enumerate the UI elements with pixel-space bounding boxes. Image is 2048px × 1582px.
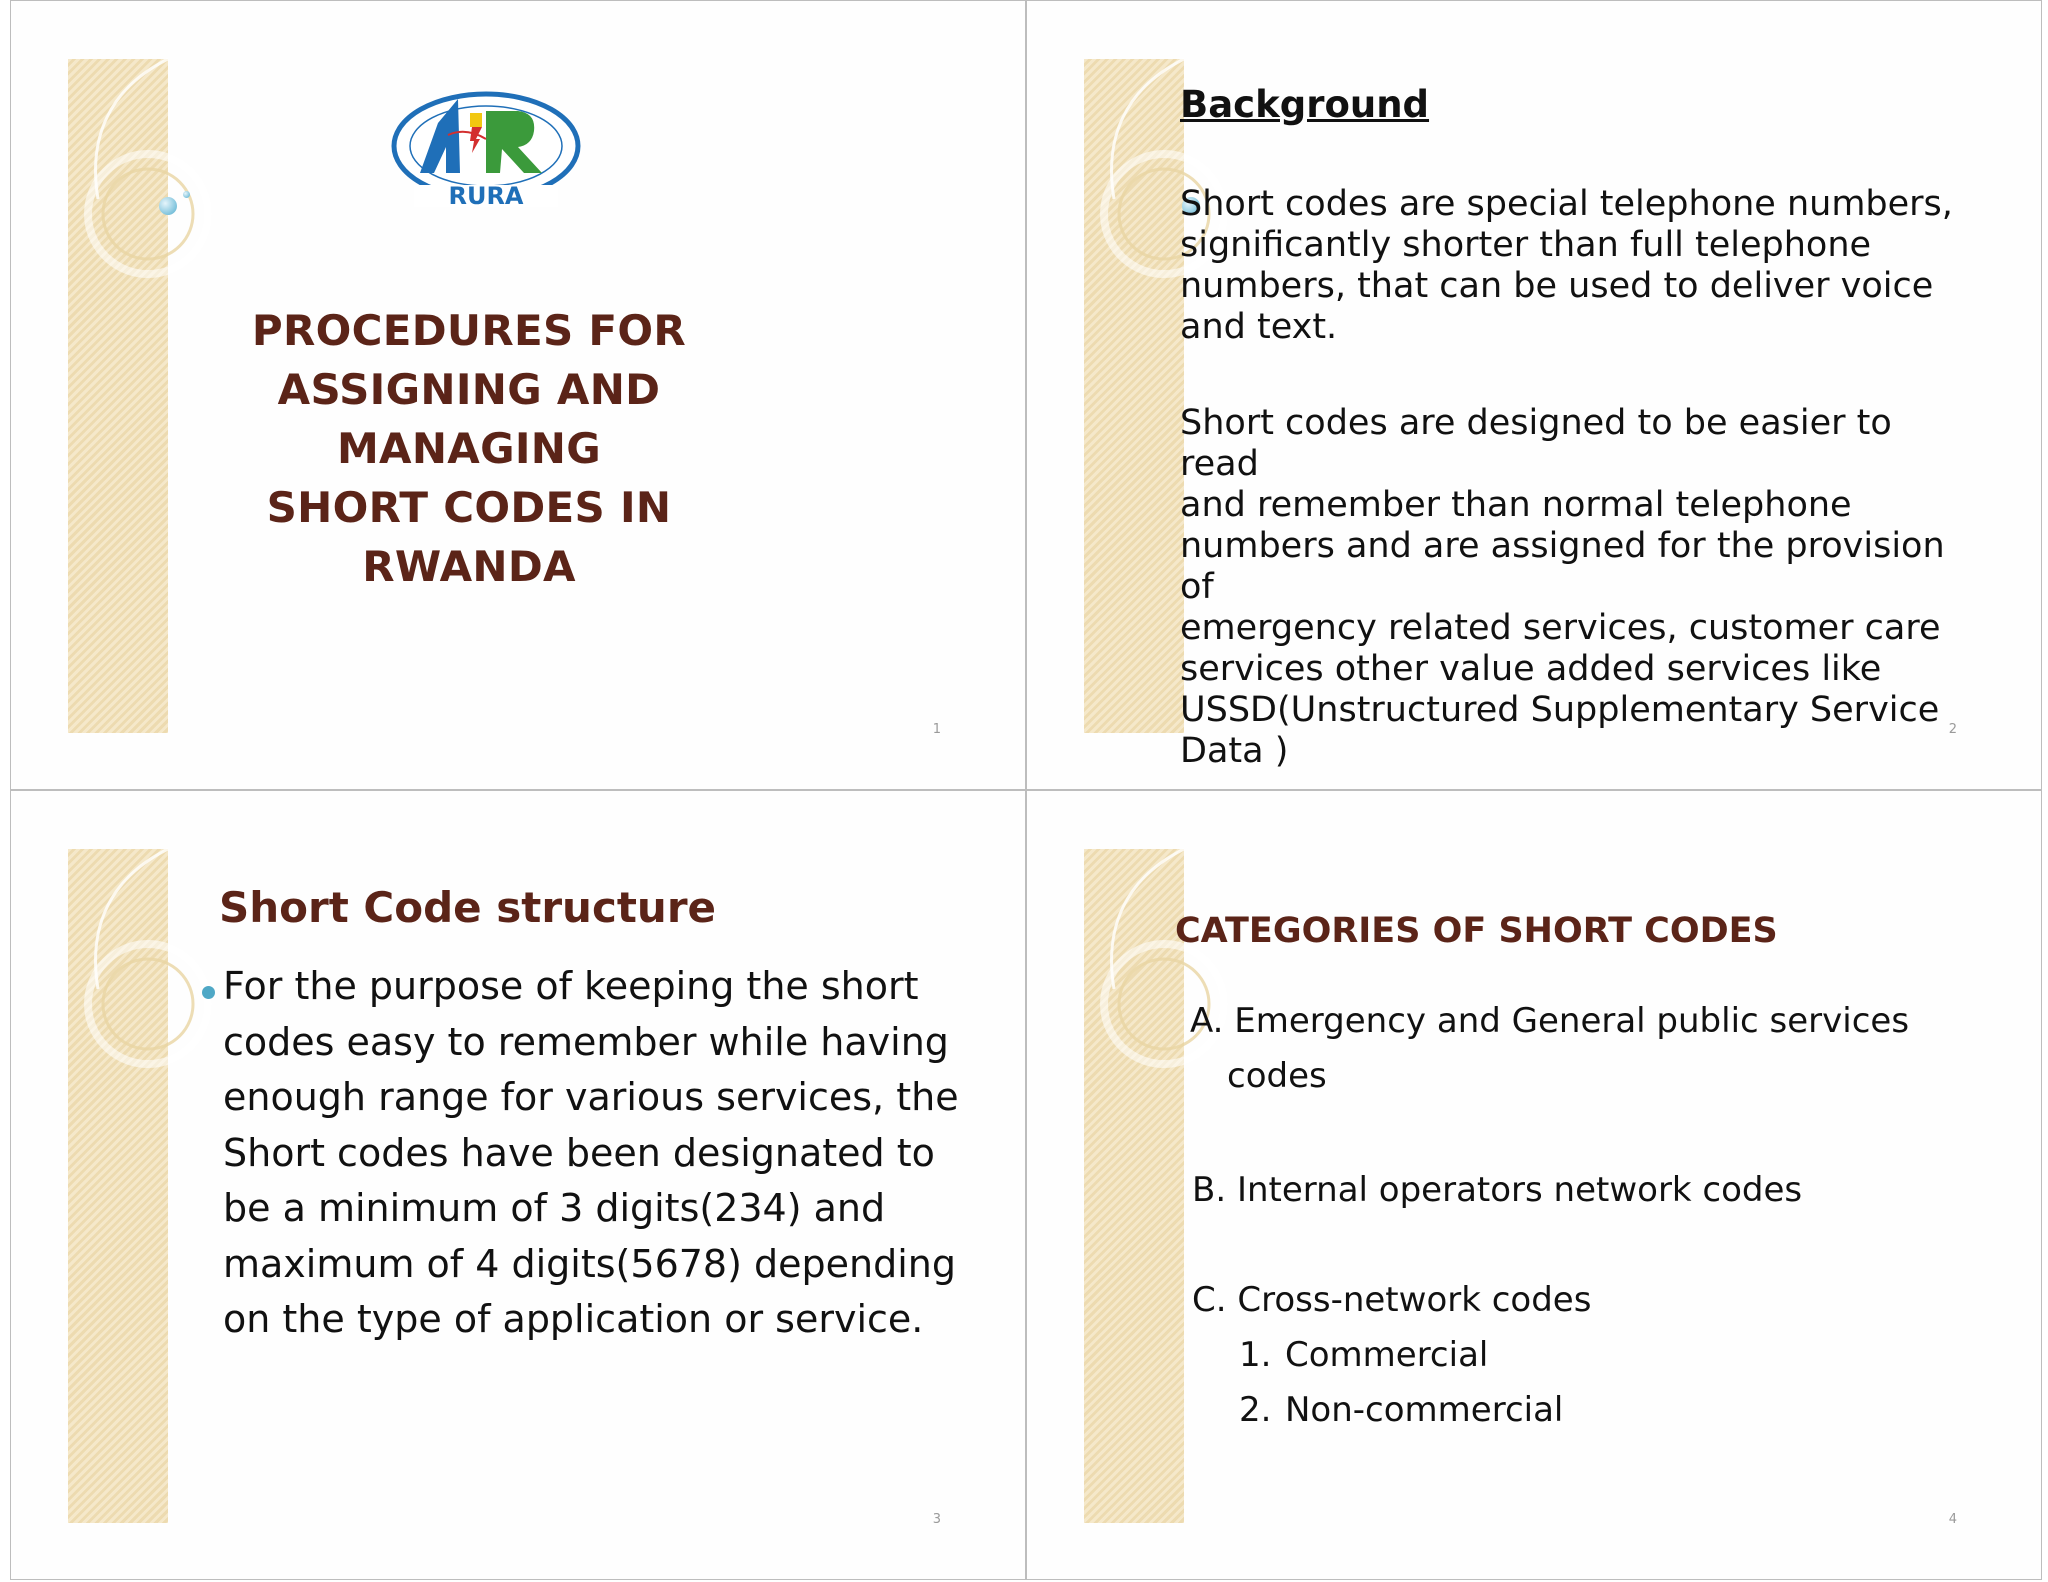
list-item-text: codes bbox=[1227, 1056, 1327, 1096]
text-line: services other value added services like bbox=[1180, 649, 1882, 689]
list-item-text: Internal operators network codes bbox=[1236, 1170, 1803, 1210]
list-marker: 1. bbox=[1239, 1335, 1272, 1375]
slide-2 bbox=[1026, 0, 2042, 790]
decorative-swirl-icon bbox=[1084, 59, 1194, 319]
list-item-text: Commercial bbox=[1285, 1335, 1489, 1375]
text-line: Short codes have been designated to bbox=[223, 1130, 935, 1175]
text-line: maximum of 4 digits(5678) depending bbox=[223, 1241, 956, 1286]
page-number: 1 bbox=[932, 722, 941, 737]
decorative-swirl-icon bbox=[1084, 849, 1194, 1109]
bullet-icon bbox=[202, 986, 215, 999]
bullet-text bbox=[223, 959, 983, 1348]
paragraph bbox=[1180, 184, 1980, 348]
title-line: SHORT CODES IN RWANDA bbox=[266, 483, 672, 591]
paragraph bbox=[1180, 403, 1980, 772]
text-line: numbers, that can be used to deliver voice bbox=[1180, 266, 1934, 306]
text-line: significantly shorter than full telephone bbox=[1180, 225, 1872, 265]
text-line: and text. bbox=[1180, 307, 1338, 347]
list-item bbox=[1192, 1163, 1802, 1218]
text-line: on the type of application or service. bbox=[223, 1297, 924, 1341]
text-line: be a minimum of 3 digits(234) and bbox=[223, 1186, 886, 1230]
text-line: Data ) bbox=[1180, 731, 1289, 771]
slide-heading: Background bbox=[1180, 83, 1430, 126]
text-line: codes easy to remember while having bbox=[223, 1019, 949, 1064]
text-line: Short codes are designed to be easier to read bbox=[1180, 403, 1892, 484]
list-marker: 2. bbox=[1239, 1390, 1272, 1430]
slide-heading: Short Code structure bbox=[219, 883, 717, 932]
list-item-text: Cross-network codes bbox=[1237, 1280, 1592, 1320]
slide-3 bbox=[10, 790, 1026, 1580]
list-item-text: Emergency and General public services bbox=[1234, 1001, 1910, 1041]
text-line: For the purpose of keeping the short bbox=[223, 964, 919, 1008]
slide-4 bbox=[1026, 790, 2042, 1580]
list-item-text: Non-commercial bbox=[1285, 1390, 1564, 1430]
rura-logo bbox=[386, 91, 586, 211]
decorative-swirl-icon bbox=[68, 59, 178, 319]
list-marker: B. bbox=[1192, 1170, 1227, 1210]
text-line: emergency related services, customer care bbox=[1180, 608, 1941, 648]
page-number: 4 bbox=[1948, 1512, 1957, 1527]
text-line: and remember than normal telephone bbox=[1180, 485, 1852, 525]
small-bubble-icon bbox=[183, 191, 190, 198]
text-line: enough range for various services, the bbox=[223, 1075, 959, 1119]
bubble-icon bbox=[159, 197, 177, 215]
slide-heading: CATEGORIES OF SHORT CODES bbox=[1175, 911, 1778, 951]
list-marker: C. bbox=[1192, 1280, 1227, 1320]
page-number: 2 bbox=[1948, 722, 1957, 737]
title-line: PROCEDURES FOR bbox=[251, 306, 687, 355]
page-number: 3 bbox=[932, 1512, 941, 1527]
title-line: ASSIGNING AND MANAGING bbox=[277, 365, 661, 473]
decorative-swirl-icon bbox=[68, 849, 178, 1109]
list-item bbox=[1190, 994, 1910, 1104]
text-line: numbers and are assigned for the provision of bbox=[1180, 526, 1945, 607]
presentation-title bbox=[179, 301, 759, 596]
text-line: Short codes are special telephone numbers, bbox=[1180, 184, 1953, 224]
sub-list-item bbox=[1239, 1328, 1488, 1383]
text-line: USSD(Unstructured Supplementary Service bbox=[1180, 690, 1940, 730]
list-marker: A. bbox=[1190, 1001, 1224, 1041]
logo-banner-text: RURA bbox=[448, 182, 524, 210]
sub-list-item bbox=[1239, 1383, 1563, 1438]
document-sheet bbox=[10, 0, 2046, 1582]
slide-1 bbox=[10, 0, 1026, 790]
list-item bbox=[1192, 1273, 1591, 1328]
